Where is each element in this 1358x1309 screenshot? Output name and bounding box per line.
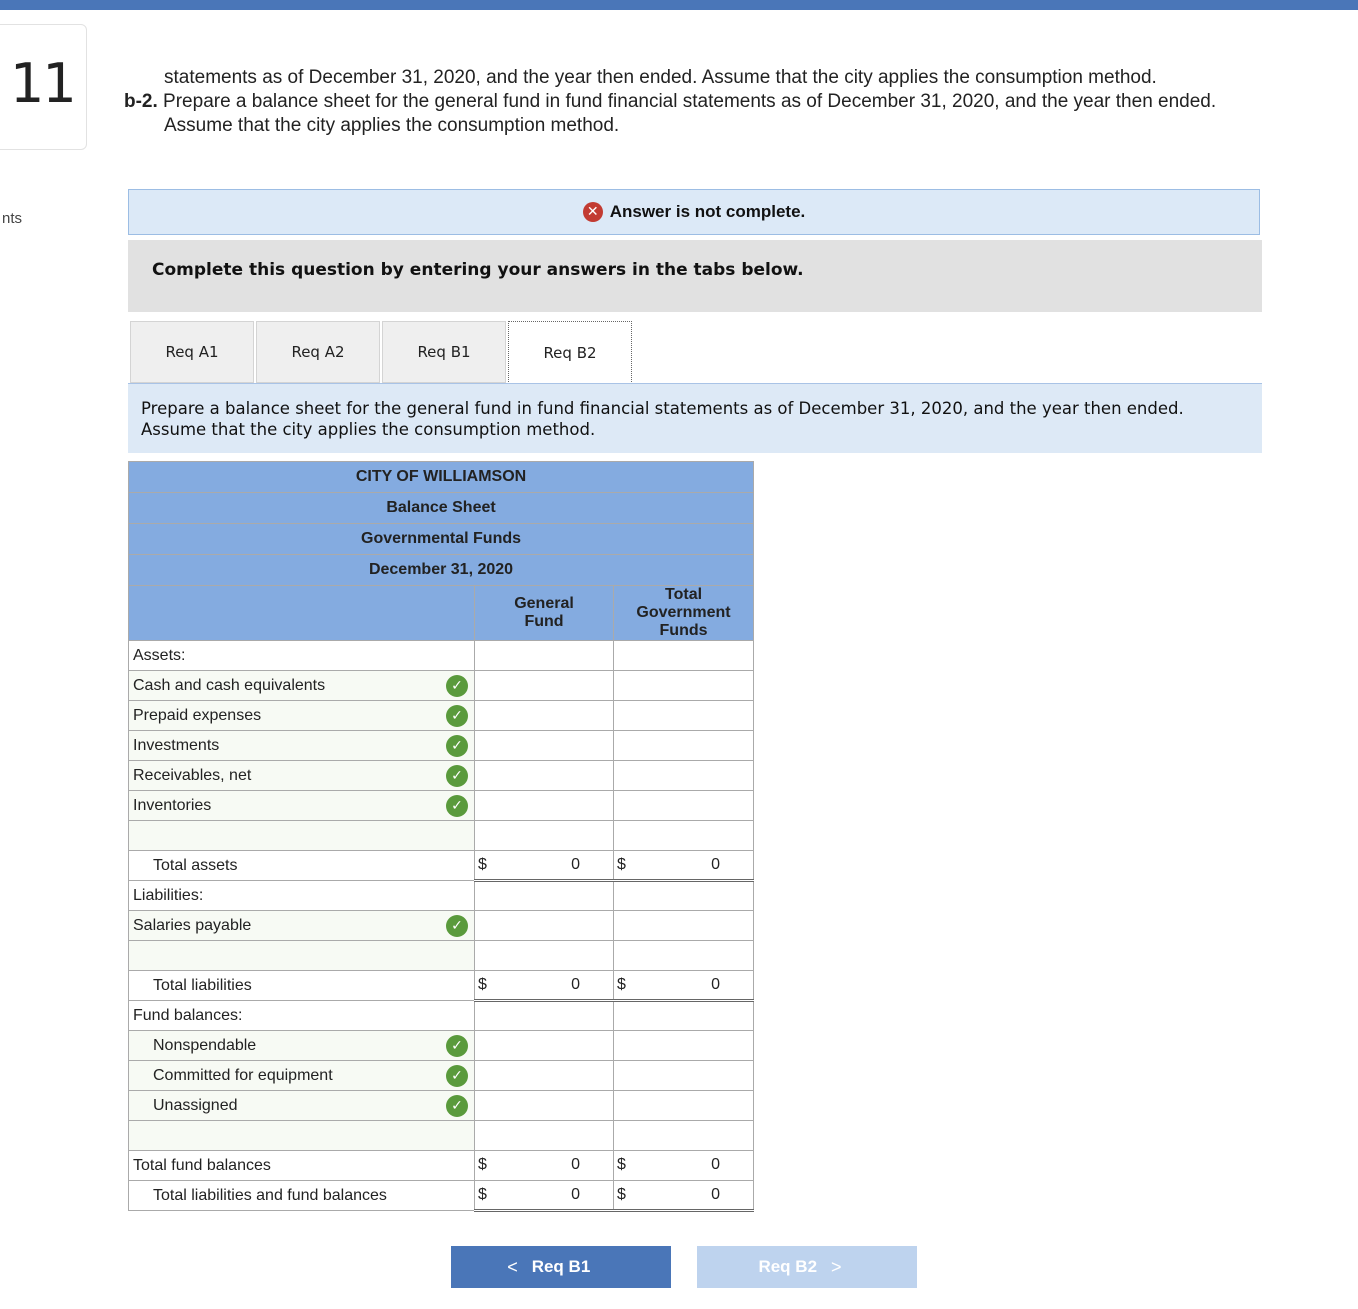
prompt-line-3: Assume that the city applies the consumption method. — [164, 115, 620, 136]
fund-balance-row-label[interactable] — [129, 1091, 475, 1121]
table-row — [129, 641, 754, 671]
asset-row-label[interactable] — [129, 761, 475, 791]
general-fund-cell[interactable] — [475, 1001, 614, 1031]
table-row — [129, 731, 754, 761]
total-liab-fund-text: Total liabilities and fund balances — [153, 1186, 387, 1204]
next-req-button[interactable] — [697, 1246, 917, 1288]
check-icon: ✓ — [446, 675, 468, 697]
fund-balances-header: Fund balances: — [129, 1001, 475, 1031]
total-liabilities-total-value: 0 — [711, 976, 721, 993]
dollar-sign: $ — [478, 976, 487, 993]
table-row — [129, 911, 754, 941]
total-funds-cell[interactable] — [614, 1121, 754, 1151]
empty-row-label[interactable] — [129, 941, 475, 971]
general-fund-cell[interactable] — [475, 731, 614, 761]
label-column-header — [129, 586, 475, 641]
check-icon: ✓ — [446, 735, 468, 757]
total-funds-cell[interactable] — [614, 821, 754, 851]
table-row — [129, 1121, 754, 1151]
total-funds-header-line-1: Total — [665, 586, 703, 603]
check-icon: ✓ — [446, 1035, 468, 1057]
side-label: nts — [2, 210, 23, 227]
check-icon: ✓ — [446, 765, 468, 787]
empty-row-label[interactable] — [129, 1121, 475, 1151]
prev-req-button[interactable] — [451, 1246, 671, 1288]
liability-row-label[interactable] — [129, 911, 475, 941]
table-row — [129, 1091, 754, 1121]
prompt-line-1: statements as of December 31, 2020, and the year then ended. Assume that the city applies the consumption method. — [164, 67, 1157, 88]
total-assets-general-value: 0 — [571, 856, 580, 873]
table-row — [129, 791, 754, 821]
prompt-line-2: Prepare a balance sheet for the general fund in fund financial statements as of December 31, 2020, and the year then ended. — [157, 91, 1217, 112]
check-icon: ✓ — [446, 915, 468, 937]
asset-row-label[interactable] — [129, 731, 475, 761]
row-label-text: Salaries payable — [133, 916, 252, 934]
table-row — [129, 1151, 754, 1181]
answer-status-banner — [128, 189, 1260, 235]
dollar-sign: $ — [617, 976, 626, 993]
total-funds-cell[interactable] — [614, 641, 754, 671]
table-row — [129, 1031, 754, 1061]
general-fund-cell[interactable] — [475, 671, 614, 701]
table-row — [129, 851, 754, 881]
tab-instruction-line-1: Prepare a balance sheet for the general fund in fund financial statements as of December 31, 2020, and the year then ended. — [141, 399, 1184, 418]
table-row — [129, 971, 754, 1001]
x-icon: ✕ — [583, 202, 603, 222]
dollar-sign: $ — [617, 856, 626, 873]
instructions-box — [128, 240, 1262, 312]
table-row — [129, 671, 754, 701]
table-title-city: CITY OF WILLIAMSON — [129, 462, 754, 493]
table-row — [129, 821, 754, 851]
general-fund-cell[interactable] — [475, 1091, 614, 1121]
total-funds-cell[interactable] — [614, 1091, 754, 1121]
total-liab-fund-label — [129, 1181, 475, 1211]
table-row — [129, 881, 754, 911]
general-fund-cell[interactable] — [475, 941, 614, 971]
total-fund-balances-total-value: 0 — [711, 1156, 721, 1173]
prompt-b2-label: b-2. — [124, 91, 158, 112]
chevron-right-icon: > — [831, 1256, 842, 1277]
fund-balance-row-label[interactable] — [129, 1031, 475, 1061]
total-liabilities-label — [129, 971, 475, 1001]
check-icon: ✓ — [446, 1095, 468, 1117]
dollar-sign: $ — [478, 856, 487, 873]
tab-instruction-line-2: Assume that the city applies the consumption method. — [141, 420, 596, 439]
empty-row-label[interactable] — [129, 821, 475, 851]
total-liab-fund-general-value: 0 — [571, 1186, 580, 1203]
general-fund-header-line-2: Fund — [524, 613, 564, 630]
total-liab-fund-general — [475, 1181, 614, 1211]
row-label-text: Prepaid expenses — [133, 706, 262, 724]
total-fund-balances-general-value: 0 — [571, 1156, 580, 1173]
total-funds-cell[interactable] — [614, 1001, 754, 1031]
general-fund-cell[interactable] — [475, 1061, 614, 1091]
total-fund-balances-total — [614, 1151, 754, 1181]
tab-req-a1[interactable]: Req A1 — [130, 321, 254, 383]
liabilities-header: Liabilities: — [129, 881, 475, 911]
total-assets-text: Total assets — [153, 856, 238, 874]
asset-row-label[interactable] — [129, 671, 475, 701]
dollar-sign: $ — [617, 1156, 626, 1173]
prev-req-label: Req B1 — [531, 1257, 591, 1276]
general-fund-cell[interactable] — [475, 881, 614, 911]
total-funds-cell[interactable] — [614, 761, 754, 791]
total-assets-label — [129, 851, 475, 881]
table-title-statement: Balance Sheet — [129, 493, 754, 524]
total-funds-cell[interactable] — [614, 911, 754, 941]
row-label-text: Receivables, net — [133, 766, 252, 784]
check-icon: ✓ — [446, 1065, 468, 1087]
check-icon: ✓ — [446, 705, 468, 727]
row-label-text: Inventories — [133, 796, 212, 814]
total-liabilities-text: Total liabilities — [153, 976, 252, 994]
total-funds-cell[interactable] — [614, 671, 754, 701]
chevron-left-icon: < — [507, 1256, 518, 1277]
total-funds-header — [614, 586, 754, 641]
general-fund-cell[interactable] — [475, 701, 614, 731]
table-row — [129, 941, 754, 971]
total-liabilities-general — [475, 971, 614, 1001]
total-liabilities-total — [614, 971, 754, 1001]
row-label-text: Nonspendable — [153, 1036, 257, 1054]
row-label-text: Committed for equipment — [153, 1066, 333, 1084]
general-fund-cell[interactable] — [475, 821, 614, 851]
table-row — [129, 1001, 754, 1031]
next-req-label: Req B2 — [758, 1257, 818, 1276]
total-liabilities-general-value: 0 — [571, 976, 580, 993]
general-fund-cell[interactable] — [475, 1121, 614, 1151]
total-funds-header-line-2: Government — [636, 604, 731, 621]
general-fund-cell[interactable] — [475, 761, 614, 791]
total-assets-total-value: 0 — [711, 856, 721, 873]
tab-instructions — [128, 384, 1262, 453]
answer-status-text: Answer is not complete. — [609, 202, 806, 221]
table-row — [129, 701, 754, 731]
general-fund-cell[interactable] — [475, 911, 614, 941]
asset-row-label[interactable] — [129, 701, 475, 731]
row-label-text: Investments — [133, 736, 220, 754]
total-liab-fund-total — [614, 1181, 754, 1211]
balance-sheet-table — [128, 461, 754, 1212]
question-number: 11 — [10, 52, 75, 115]
total-funds-cell[interactable] — [614, 701, 754, 731]
total-funds-cell[interactable] — [614, 731, 754, 761]
row-label-text: Unassigned — [153, 1096, 238, 1114]
total-fund-balances-general — [475, 1151, 614, 1181]
assets-header: Assets: — [129, 641, 475, 671]
table-row — [129, 1181, 754, 1211]
tab-req-b2[interactable]: Req B2 — [508, 321, 632, 384]
general-fund-header-line-1: General — [514, 595, 574, 612]
prompt-b2 — [124, 90, 1344, 114]
table-title-funds: Governmental Funds — [129, 524, 754, 555]
total-funds-header-line-3: Funds — [659, 622, 708, 639]
total-funds-cell[interactable] — [614, 791, 754, 821]
asset-row-label[interactable] — [129, 791, 475, 821]
check-icon: ✓ — [446, 795, 468, 817]
dollar-sign: $ — [478, 1156, 487, 1173]
total-funds-cell[interactable] — [614, 1061, 754, 1091]
complete-instructions: Complete this question by entering your answers in the tabs below. — [152, 260, 804, 280]
question-prompt — [124, 66, 1344, 138]
table-row — [129, 1061, 754, 1091]
total-funds-cell[interactable] — [614, 941, 754, 971]
row-label-text: Cash and cash equivalents — [133, 676, 326, 694]
top-bar — [0, 0, 1358, 10]
general-fund-header — [475, 586, 614, 641]
dollar-sign: $ — [617, 1186, 626, 1203]
general-fund-cell[interactable] — [475, 791, 614, 821]
tab-req-a2[interactable]: Req A2 — [256, 321, 380, 383]
total-funds-cell[interactable] — [614, 1031, 754, 1061]
tab-req-b1[interactable]: Req B1 — [382, 321, 506, 383]
total-funds-cell[interactable] — [614, 881, 754, 911]
fund-balance-row-label[interactable] — [129, 1061, 475, 1091]
dollar-sign: $ — [478, 1186, 487, 1203]
total-assets-total — [614, 851, 754, 881]
table-row — [129, 761, 754, 791]
total-fund-balances-label: Total fund balances — [129, 1151, 475, 1181]
table-title-date: December 31, 2020 — [129, 555, 754, 586]
total-liab-fund-total-value: 0 — [711, 1186, 721, 1203]
general-fund-cell[interactable] — [475, 1031, 614, 1061]
total-assets-general — [475, 851, 614, 881]
tab-instruction-text — [141, 398, 1184, 440]
general-fund-cell[interactable] — [475, 641, 614, 671]
